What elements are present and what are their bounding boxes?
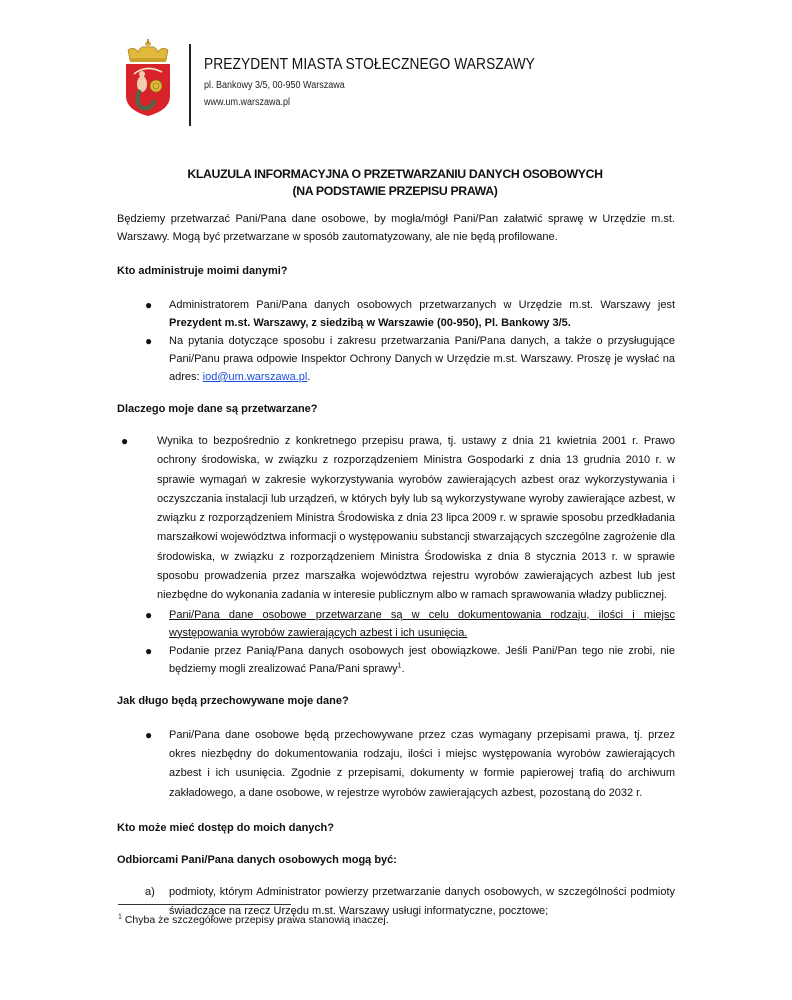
office-address: pl. Bankowy 3/5, 00-950 Warszawa: [204, 80, 345, 91]
section-heading-recipients: Kto może mieć dostęp do moich danych?: [117, 821, 334, 834]
bullet-icon: ●: [145, 727, 153, 742]
purpose-list: [117, 432, 675, 678]
letterhead: [118, 38, 538, 128]
bullet-icon: ●: [145, 334, 153, 348]
bullet-icon: ●: [145, 643, 153, 658]
bullet-icon: ●: [145, 607, 153, 622]
list-item: ● Pani/Pana dane osobowe będą przechowywane przez czas wymagany przepisami prawa, tj. przez okres niezbędny do dokumentowania rodzaju, ilości i miejsc występowania wyrobów zawierających azbest i ich usunięcia. Zgodnie z przepisami, dokumenty w formie papierowej trafią do archiwum zakładowego, a dane osobowe, w rejestrze wyrobów zawierających azbest, pozostaną do 2032 r.: [145, 727, 675, 799]
header-divider: [189, 44, 191, 126]
administrator-list: [117, 296, 675, 386]
list-item: ● Na pytania dotyczące sposobu i zakresu przetwarzania Pani/Pana danych, a także o przysługujące Pani/Panu prawa odpowie Inspektor Ochrony Danych w Urzędzie m.st. Warszawy. Proszę je wysłać na adres: iod@um.warszawa.pl.: [145, 334, 675, 383]
iod-email-link[interactable]: iod@um.warszawa.pl: [202, 371, 308, 383]
recipients-subheading: Odbiorcami Pani/Pana danych osobowych mogą być:: [117, 853, 397, 866]
footnote: $^1$ Chyba że szczegółowe przepisy prawa stanowią inaczej.: [118, 913, 389, 926]
list-item: ● Administratorem Pani/Pana danych osobowych przetwarzanych w Urzędzie m.st. Warszawy jest Prezydent m.st. Warszawy, z siedzibą w Warszawie (00-950), Pl. Bankowy 3/5.: [145, 298, 675, 329]
list-item: ● Wynika to bezpośrednio z konkretnego przepisu prawa, tj. ustawy z dnia 21 kwietnia 2001 r. Prawo ochrony środowiska, w związku z rozporządzeniem Ministra Gospodarki z dnia 13 grudnia 2010 r. w sprawie wymagań w zakresie wykorzystywania wyrobów zawierających azbest oraz wykorzystywania i oczyszczania instalacji lub urządzeń, w których były lub są wykorzystywane wyroby zawierające azbest, w związku z rozporządzeniem Ministra Środowiska z dnia 23 lipca 2009 r. w sprawie sposobu przedkładania marszałkowi województwa informacji o występowaniu substancji stwarzających szczególne zagrożenie dla środowiska, w związku z rozporządzeniem Ministra Środowiska z dnia 8 stycznia 2013 r. w sprawie sposobu prowadzenia przez marszałka województwa rejestru wyrobów zawierających azbest lub jest niezbędne do wykonania zadania w interesie publicznym albo w ramach sprawowania władzy publicznej.: [121, 434, 675, 602]
section-heading-purpose: Dlaczego moje dane są przetwarzane?: [117, 403, 318, 415]
bullet-icon: ●: [121, 434, 129, 448]
retention-list: [117, 726, 675, 803]
footnote-reference: 1: [397, 662, 402, 670]
bullet-icon: ●: [145, 298, 153, 312]
document-title: [110, 166, 680, 200]
list-marker: a): [145, 885, 155, 898]
list-item: a) podmioty, którym Administrator powierzy przetwarzanie danych osobowych, w szczególności podmioty świadczące na rzecz Urzędu m.st. Warszawy usługi informatyczne, pocztowe;: [169, 883, 675, 921]
warsaw-coat-of-arms-icon: [122, 38, 174, 118]
administrator-name: Prezydent m.st. Warszawy, z siedzibą w Warszawie (00-950), Pl. Bankowy 3/5.: [169, 317, 571, 329]
document-title-line-1: KLAUZULA INFORMACYJNA O PRZETWARZANIU DANYCH OSOBOWYCH: [187, 167, 603, 181]
document-body: [117, 210, 675, 921]
section-heading-retention: Jak długo będą przechowywane moje dane?: [117, 694, 349, 707]
office-website: www.um.warszawa.pl: [204, 97, 291, 108]
list-item: ● Podanie przez Panią/Pana danych osobowych jest obowiązkowe. Jeśli Pani/Pan tego nie zrobi, nie będziemy mogli zrealizować Pana/Pani sprawy$^1$.: [145, 643, 675, 675]
footnote-divider: [118, 904, 291, 905]
intro-paragraph: Będziemy przetwarzać Pani/Pana dane osobowe, by mogła/mógł Pani/Pan załatwić sprawę w Urzędzie m.st. Warszawy. Mogą być przetwarzane w sposób zautomatyzowany, ale nie będą profilowane.: [117, 213, 675, 243]
office-title: PREZYDENT MIASTA STOŁECZNEGO WARSZAWY: [204, 56, 535, 73]
footnote-number: 1: [118, 913, 122, 921]
section-heading-administrator: Kto administruje moimi danymi?: [117, 265, 288, 277]
list-item: ● Pani/Pana dane osobowe przetwarzane są w celu dokumentowania rodzaju, ilości i miejsc występowania wyrobów zawierających azbest i ich usunięcia.: [145, 607, 675, 639]
document-title-line-2: (NA PODSTAWIE PRZEPISU PRAWA): [292, 184, 498, 198]
